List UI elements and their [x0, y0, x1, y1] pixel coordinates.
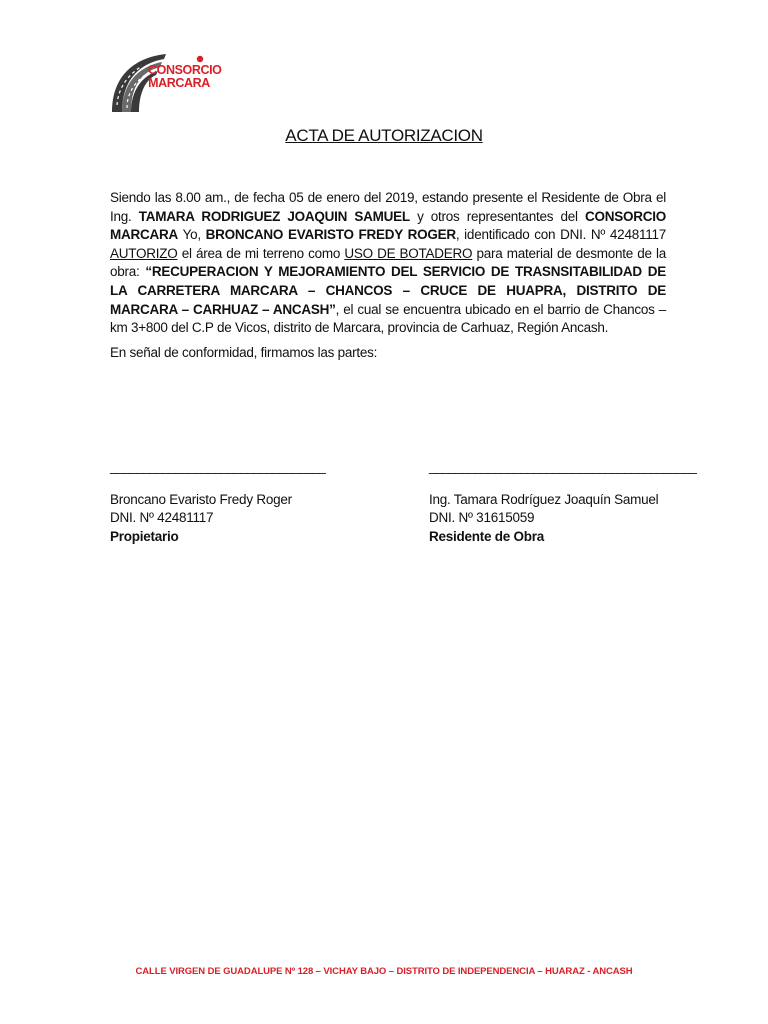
project-name: “RECUPERACION Y MEJORAMIENTO DEL SERVICIO DE TRASNSITABILIDAD DE LA CARRETERA MARCARA – CHANCOS – CRUCE DE HUAPRA, DISTRITO DE MARCARA – CARHUAZ – ANCASH”	[110, 264, 666, 317]
body-text-segment: Siendo las 8.00 am., de fecha 05 de enero del 2019, estando presente el Residente de Obra el Ing.	[110, 190, 666, 224]
signer-role: Residente de Obra	[429, 528, 545, 544]
owner-signature-block	[110, 458, 325, 546]
document-title: ACTA DE AUTORIZACION	[285, 126, 483, 145]
signer-role: Propietario	[110, 528, 179, 544]
dump-use-keyword: USO DE BOTADERO	[344, 245, 473, 261]
closing-statement: En señal de conformidad, firmamos las partes:	[110, 345, 378, 360]
signer-name: Ing. Tamara Rodríguez Joaquín Samuel	[429, 491, 659, 507]
signature-line: _________________________________	[110, 459, 325, 474]
resident-signature-block	[429, 458, 696, 546]
body-text-segment: , el cual se encuentra ubicado en el barrio de Chancos – km 3+800 del C.P de Vicos, distrito de Marcara, provincia de Carhuaz, Región Ancash.	[110, 301, 666, 336]
company-logo	[108, 50, 222, 114]
body-text-segment: , identificado con DNI. Nº 42481117	[455, 227, 666, 243]
signer-dni: DNI. Nº 31615059	[429, 510, 535, 526]
authorize-keyword: AUTORIZO	[110, 245, 178, 261]
consortium-name: CONSORCIO MARCARA	[110, 208, 666, 243]
signer-dni: DNI. Nº 42481117	[110, 510, 214, 526]
body-text-segment: y otros representantes del	[409, 208, 585, 224]
signer-name: Broncano Evaristo Fredy Roger	[110, 491, 292, 507]
resident-name: TAMARA RODRIGUEZ JOAQUIN SAMUEL	[138, 208, 410, 224]
footer-address: CALLE VIRGEN DE GUADALUPE Nº 128 – VICHAY BAJO – DISTRITO DE INDEPENDENCIA – HUARAZ - ANCASH	[135, 966, 633, 977]
body-text-segment: para material de desmonte de la obra:	[110, 245, 666, 280]
logo-text-line2: MARCARA	[148, 76, 210, 90]
signature-line: _________________________________________	[429, 459, 696, 474]
authorization-paragraph	[110, 189, 666, 338]
body-text-segment: el área de mi terreno como	[177, 245, 345, 261]
body-text-segment: Yo,	[178, 227, 206, 243]
owner-name: BRONCANO EVARISTO FREDY ROGER	[205, 227, 456, 243]
logo-text-line1: CONSORCIO	[148, 63, 222, 77]
